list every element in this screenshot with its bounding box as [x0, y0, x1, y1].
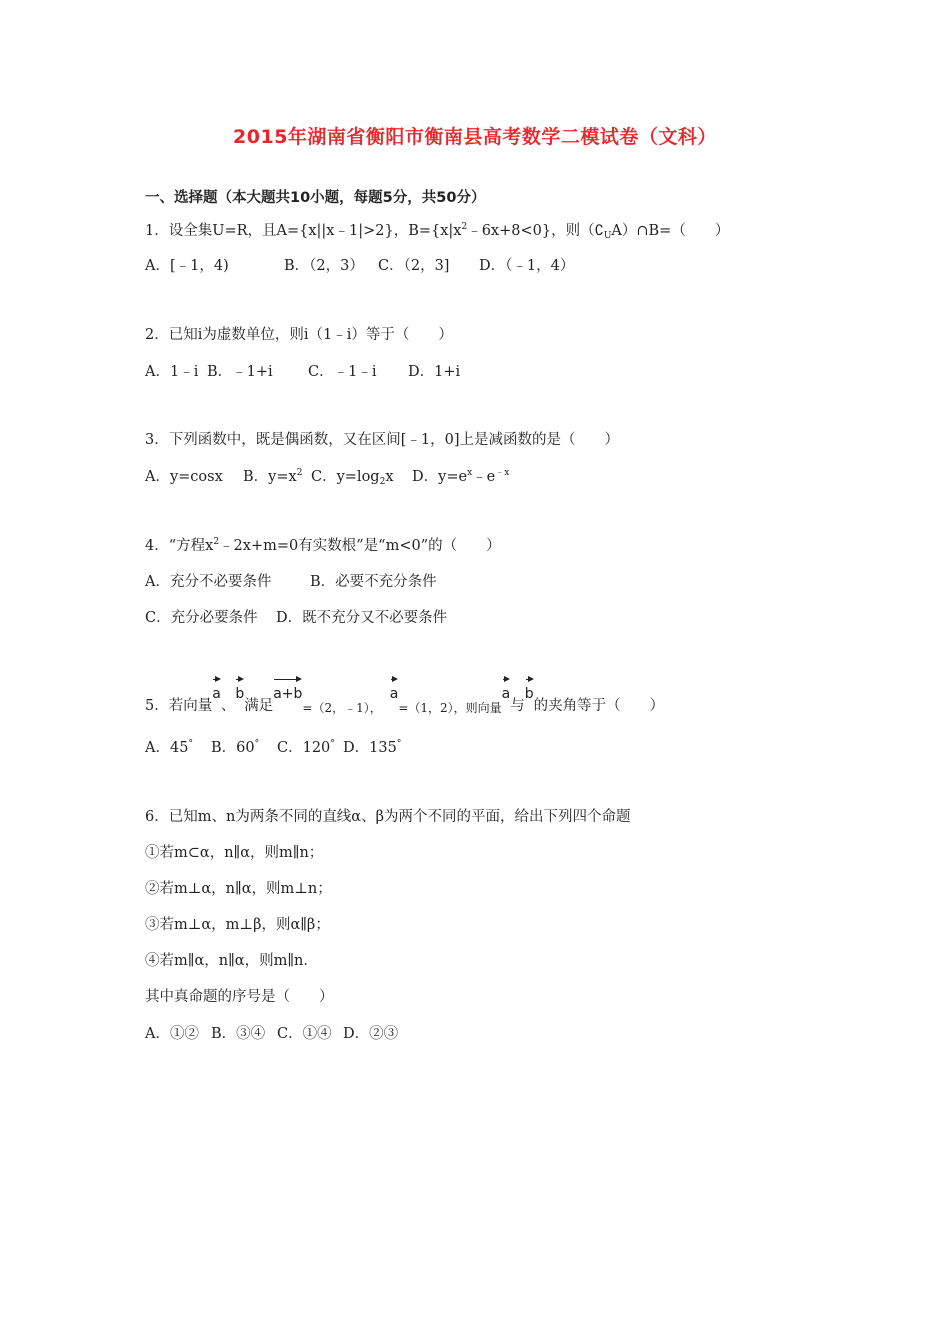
question-4-options-row1	[145, 572, 437, 592]
q5-stem-part: 与	[510, 698, 525, 714]
question-6-stem: 6．已知m、n为两条不同的直线α、β为两个不同的平面，给出下列四个命题	[145, 809, 631, 825]
question-4-stem	[145, 536, 501, 556]
q4-superscript: 2	[213, 537, 220, 547]
question-1-stem	[145, 221, 729, 241]
vector-a: a	[390, 678, 399, 704]
q5-separator: 、	[220, 698, 236, 714]
q4-option-b: B．必要不充分条件	[310, 574, 437, 590]
question-3-options	[145, 467, 509, 487]
q5-equation-2: =（1，2），则向量	[398, 701, 502, 715]
q5-option-a-text: A．45	[145, 740, 189, 756]
degree-symbol: °	[188, 739, 193, 749]
q1-option-d: D．（﹣1，4）	[479, 258, 575, 274]
q4-stem-part: 4．“方程x	[145, 538, 214, 554]
q6-proposition-4: ④若m∥α，n∥α，则m∥n．	[145, 953, 318, 969]
q3-option-c	[311, 467, 412, 487]
question-6-options	[145, 1024, 398, 1044]
q5-option-c	[277, 738, 343, 758]
q5-stem-part: 的夹角等于（ ）	[533, 698, 665, 714]
question-5-options	[145, 738, 401, 758]
q5-option-b	[211, 738, 277, 758]
q2-option-d: D．1+i	[408, 364, 461, 380]
q3-option-b-sup: 2	[296, 468, 303, 478]
q5-option-a	[145, 738, 211, 758]
q6-proposition-2: ②若m⊥α，n∥α，则m⊥n；	[145, 881, 332, 897]
question-3-stem: 3．下列函数中，既是偶函数，又在区间[﹣1，0]上是减函数的是（ ）	[145, 432, 619, 448]
q5-option-d	[343, 738, 401, 758]
degree-symbol: °	[396, 739, 402, 749]
question-4-options-row2	[145, 608, 447, 628]
page-title: 2015年湖南省衡阳市衡南县高考数学二模试卷（文科）	[233, 126, 717, 148]
q6-option-c: C．①④	[277, 1026, 332, 1042]
q2-option-b: B．﹣1+i	[207, 364, 273, 380]
q5-option-c-text: C．120	[277, 740, 331, 756]
q4-option-c: C．充分必要条件	[145, 610, 258, 626]
q1-stem-part: 1．设全集U=R，且A={x||x﹣1|>2}，B={x|x	[145, 223, 462, 239]
q5-option-d-text: D．135	[343, 740, 397, 756]
q2-option-c: C．﹣1﹣i	[308, 364, 377, 380]
q1-option-c: C．（2，3]	[378, 258, 450, 274]
q4-option-a: A．充分不必要条件	[145, 574, 272, 590]
section-heading: 一、选择题（本大题共10小题，每题5分，共50分）	[145, 190, 486, 206]
q1-stem-part: ﹣6x+8<0}，则（∁	[467, 223, 604, 239]
q6-proposition-1: ①若m⊂α，n∥α，则m∥n；	[145, 845, 324, 861]
q3-option-d-sup: x	[467, 468, 473, 478]
question-5-stem	[145, 686, 665, 716]
vector-sum: a+b	[273, 678, 302, 704]
vector-b: b	[525, 678, 534, 704]
q4-option-d: D．既不充分又不必要条件	[276, 610, 448, 626]
q3-option-b-text: B．y=x	[243, 469, 297, 485]
question-2-stem: 2．已知i为虚数单位，则i（1﹣i）等于（ ）	[145, 327, 453, 343]
q5-equation-1: =（2，﹣1），	[302, 701, 382, 715]
q5-stem-part: 5．若向量	[145, 698, 213, 714]
q6-option-d: D．②③	[343, 1026, 399, 1042]
question-1-options	[145, 256, 574, 276]
q1-stem-part: A）∩B=（ ）	[611, 223, 730, 239]
q1-subscript: U	[603, 231, 612, 241]
vector-a: a	[212, 678, 221, 704]
q3-option-d-sup: ﹣x	[495, 468, 510, 478]
q2-option-a: A．1﹣i	[145, 364, 199, 380]
q3-option-c-text: C．y=log	[311, 469, 380, 485]
q6-question-prompt: 其中真命题的序号是（ ）	[145, 989, 334, 1005]
q1-option-a: A．[﹣1，4)	[145, 258, 229, 274]
q1-option-b: B．（2，3）	[284, 258, 364, 274]
q6-option-a: A．①②	[145, 1026, 199, 1042]
q5-stem-part: 满足	[244, 698, 274, 714]
q3-option-d-text: D．y=e	[412, 469, 468, 485]
degree-symbol: °	[254, 739, 260, 749]
vector-b: b	[235, 678, 244, 704]
degree-symbol: °	[330, 739, 335, 749]
q5-option-b-text: B．60	[211, 740, 255, 756]
q3-option-a: A．y=cosx	[145, 469, 223, 485]
q4-stem-part: ﹣2x+m=0有实数根”是“m<0”的（ ）	[219, 538, 501, 554]
vector-a: a	[502, 678, 511, 704]
q3-option-d	[412, 467, 509, 487]
q3-option-c-text: x	[385, 469, 394, 485]
q6-proposition-3: ③若m⊥α，m⊥β，则α∥β；	[145, 917, 330, 933]
question-2-options	[145, 362, 460, 382]
q3-option-d-text: ﹣e	[472, 469, 496, 485]
q1-superscript: 2	[461, 222, 468, 232]
q3-option-c-sub: 2	[379, 477, 386, 487]
q3-option-b	[243, 467, 311, 487]
q6-option-b: B．③④	[211, 1026, 266, 1042]
